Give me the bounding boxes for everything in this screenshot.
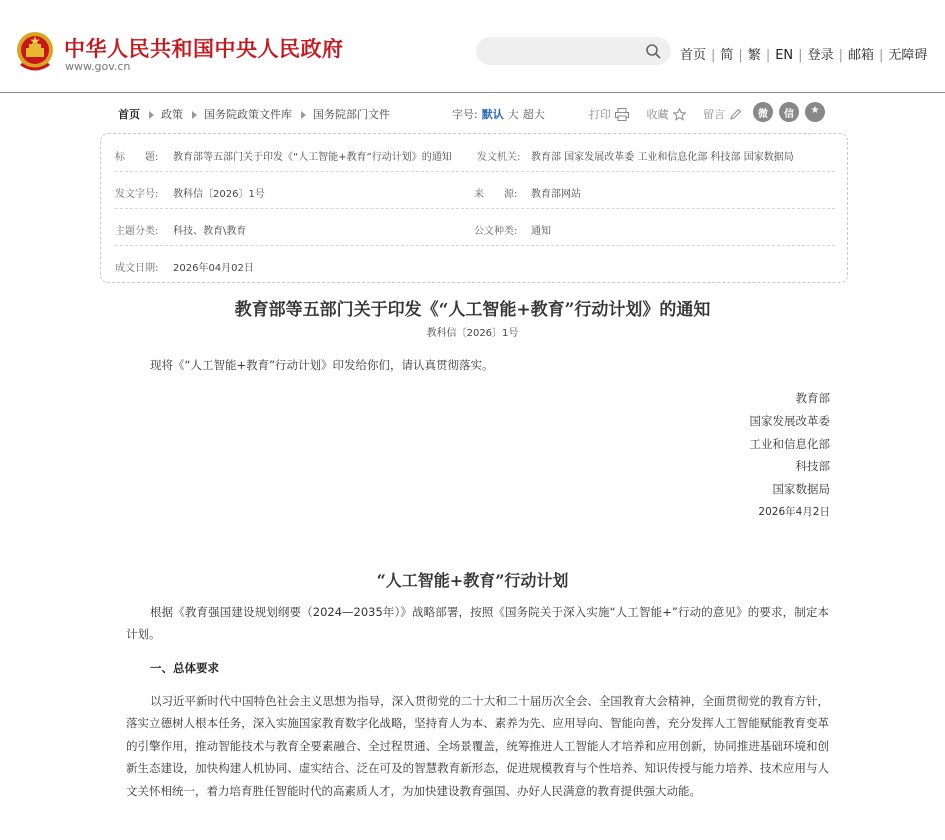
chevron-right-icon: [301, 111, 306, 119]
chevron-right-icon: [192, 111, 197, 119]
intro-paragraph: 现将《“人工智能+教育”行动计划》印发给你们，请认真贯彻落实。: [150, 358, 494, 372]
plan-title: “人工智能+教育”行动计划: [376, 571, 569, 590]
genre-label: 公文种类:: [474, 226, 518, 237]
doc-no-value: 教科信〔2026〕1号: [173, 189, 265, 200]
section-heading: 一、总体要求: [150, 661, 219, 675]
issuer-label: 发文机关:: [477, 152, 521, 163]
info-row-date: [115, 245, 835, 282]
title-value: 教育部等五部门关于印发《“人工智能+教育”行动计划》的通知: [173, 152, 452, 163]
genre-value: 通知: [531, 226, 551, 237]
sign-date: 2026年4月2日: [758, 506, 830, 518]
preamble-paragraph: 根据《教育强国建设规划纲要（2024—2035年）》战略部署，按照《国务院关于深入实施“人工智能+”行动的意见》的要求，制定本计划。: [126, 605, 829, 642]
signatory: 国家数据局: [772, 482, 830, 496]
doc-no-label: 发文字号:: [115, 189, 159, 200]
search-box[interactable]: [476, 37, 671, 65]
nav-mail[interactable]: 邮箱: [847, 48, 874, 63]
signatory: 教育部: [795, 391, 830, 405]
comment-button[interactable]: [703, 106, 742, 122]
title-label: 标 题:: [115, 152, 159, 163]
date-value: 2026年04月02日: [173, 263, 254, 274]
info-row-category: [115, 208, 835, 246]
signatory: 科技部: [795, 459, 830, 473]
signatory: 国家发展改革委: [749, 414, 830, 428]
site-header: [0, 0, 945, 93]
category-label: 主题分类:: [115, 226, 159, 237]
nav-traditional[interactable]: 繁: [747, 48, 761, 63]
breadcrumb-policy-library[interactable]: 国务院政策文件库: [204, 108, 292, 121]
weibo-icon[interactable]: 微: [753, 102, 773, 122]
favorite-button[interactable]: [647, 106, 686, 122]
breadcrumb: [118, 106, 390, 122]
doc-number: 教科信〔2026〕1号: [426, 328, 519, 339]
source-value: 教育部网站: [531, 189, 581, 200]
font-size-label: 字号:: [452, 108, 478, 121]
site-url[interactable]: www.gov.cn: [65, 60, 131, 73]
nav-login[interactable]: 登录: [807, 48, 834, 63]
wechat-icon[interactable]: 信: [779, 102, 799, 122]
star-icon[interactable]: ★: [805, 102, 825, 122]
issuer-value: 教育部 国家发展改革委 工业和信息化部 科技部 国家数据局: [531, 152, 794, 163]
nav-simplified[interactable]: 简: [720, 48, 734, 63]
comment-label: 留言: [703, 108, 725, 121]
printer-icon: [615, 108, 629, 121]
nav-accessibility[interactable]: 无障碍: [888, 48, 928, 63]
print-label: 打印: [589, 108, 611, 121]
info-row-docno: [115, 171, 835, 209]
document-info-box: [100, 133, 848, 283]
search-icon[interactable]: [645, 43, 661, 59]
info-row-title: [115, 134, 835, 172]
national-emblem-icon[interactable]: [15, 30, 55, 74]
print-button[interactable]: [589, 106, 629, 122]
pencil-icon: [729, 108, 742, 121]
share-bar: [753, 102, 831, 122]
star-outline-icon: [673, 108, 686, 121]
date-label: 成文日期:: [115, 263, 159, 274]
font-size-large[interactable]: 大: [507, 108, 519, 121]
breadcrumb-dept-docs[interactable]: 国务院部门文件: [313, 108, 390, 121]
top-nav: 首页 | 简 | 繁 | EN | 登录 | 邮箱 | 无障碍: [680, 48, 928, 63]
font-size-default[interactable]: 默认: [481, 108, 504, 121]
category-value: 科技、教育\教育: [173, 226, 247, 237]
font-size-xlarge[interactable]: 超大: [522, 108, 545, 121]
toolbar: [589, 106, 756, 122]
source-label: 来 源:: [474, 189, 518, 200]
signatory: 工业和信息化部: [749, 437, 830, 451]
nav-english[interactable]: EN: [775, 48, 794, 63]
nav-home[interactable]: 首页: [680, 48, 707, 63]
section-paragraph: 以习近平新时代中国特色社会主义思想为指导，深入贯彻党的二十大和二十届历次全会、全国教育大会精神，全面贯彻党的教育方针，落实立德树人根本任务，深入实施国家教育数字化战略，坚持育人为本、素养为先、应用导向、智能向善，充分发挥人工智能赋能教育变革的引擎作用，推动智能技术与教育全要素融合、全过程贯通、全场景覆盖，统筹推进人工智能人才培养和应用创新，协同推进基础环境和创新生态建设，加快构建人机协同、虚实结合、泛在可及的智慧教育新形态，促进规模教育与个性培养、知识传授与能力培养、技术应用与人文关怀相统一，着力培育胜任智能时代的高素质人才，为加快建设教育强国、办好人民满意的教育提供强大动能。: [126, 694, 829, 798]
favorite-label: 收藏: [646, 108, 669, 121]
site-title[interactable]: 中华人民共和国中央人民政府: [64, 37, 344, 61]
chevron-right-icon: [149, 111, 154, 119]
font-size-selector: [452, 106, 549, 122]
breadcrumb-home[interactable]: 首页: [118, 108, 140, 121]
article-title: 教育部等五部门关于印发《“人工智能+教育”行动计划》的通知: [234, 300, 711, 320]
breadcrumb-policy[interactable]: 政策: [161, 108, 183, 121]
